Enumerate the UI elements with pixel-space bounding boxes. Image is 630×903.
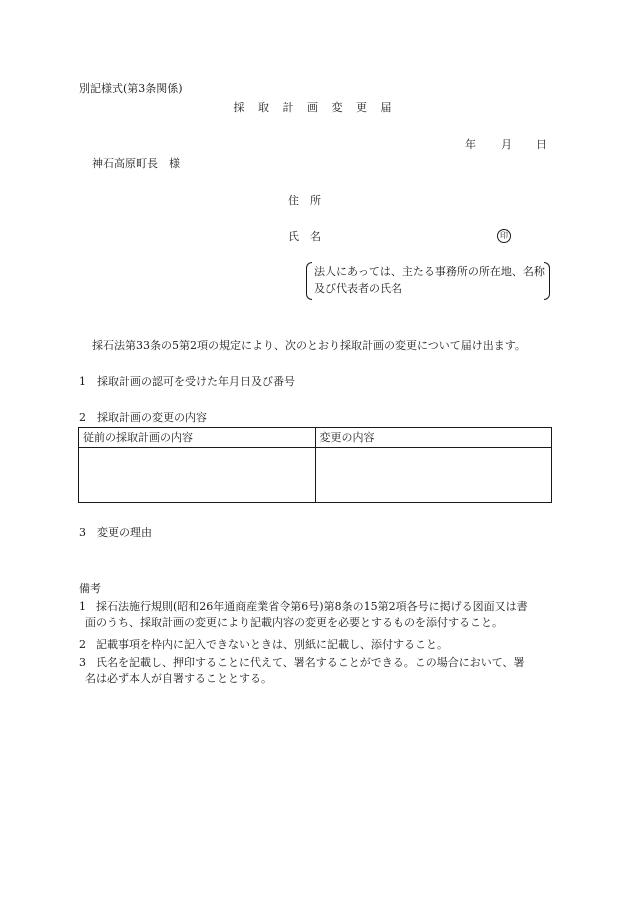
note-1-line-2: 面のうち、採取計画の変更により記載内容の変更を必要とするものを添付すること。 xyxy=(85,615,503,629)
table-header-row xyxy=(79,428,552,448)
form-reference: 別記様式(第3条関係) xyxy=(79,82,183,95)
note-1-line-1: 採石法施行規則(昭和26年通商産業省令第6号)第8条の15第2項各号に掲げる図面又は書 xyxy=(96,600,528,613)
left-bracket xyxy=(306,262,312,300)
seal-mark-icon: 印 xyxy=(497,229,511,243)
change-table xyxy=(78,427,552,503)
item-2-heading: 2 採取計画の変更の内容 xyxy=(79,411,207,424)
corporate-note-box xyxy=(306,262,550,298)
intro-statement: 採石法第33条の5第2項の規定により、次のとおり採取計画の変更について届け出ます。 xyxy=(92,339,526,352)
table-row xyxy=(79,448,552,503)
date-year-label: 年 xyxy=(465,138,476,151)
note-3 xyxy=(79,655,551,687)
note-1 xyxy=(79,599,551,631)
addressee: 神石高原町長 様 xyxy=(92,157,180,170)
note-2-number: 2 xyxy=(79,638,86,651)
column-header-change: 変更の内容 xyxy=(315,428,552,448)
item-1-heading: 1 採取計画の認可を受けた年月日及び番号 xyxy=(79,375,295,388)
note-3-number: 3 xyxy=(79,656,86,669)
column-header-before: 従前の採取計画の内容 xyxy=(79,428,316,448)
note-2 xyxy=(79,637,551,653)
note-1-number: 1 xyxy=(79,600,86,613)
cell-change-content[interactable] xyxy=(315,448,552,503)
cell-before-content[interactable] xyxy=(79,448,316,503)
corporate-note: 法人にあっては、主たる事務所の所在地、名称及び代表者の氏名 xyxy=(314,265,545,295)
item-3-heading: 3 変更の理由 xyxy=(79,526,152,539)
date-month-label: 月 xyxy=(501,138,512,151)
name-label: 氏 名 xyxy=(288,230,321,243)
note-3-line-1: 氏名を記載し、押印することに代えて、署名することができる。この場合において、署 xyxy=(96,656,525,669)
note-2-text: 記載事項を枠内に記入できないときは、別紙に記載し、添付すること。 xyxy=(96,638,448,651)
right-bracket xyxy=(544,262,550,300)
date-day-label: 日 xyxy=(536,138,547,151)
address-label: 住 所 xyxy=(288,194,321,207)
document-title: 採 取 計 画 変 更 届 xyxy=(233,101,397,114)
note-3-line-2: 名は必ず本人が自署することとする。 xyxy=(85,671,272,685)
notes-heading: 備考 xyxy=(79,582,101,595)
